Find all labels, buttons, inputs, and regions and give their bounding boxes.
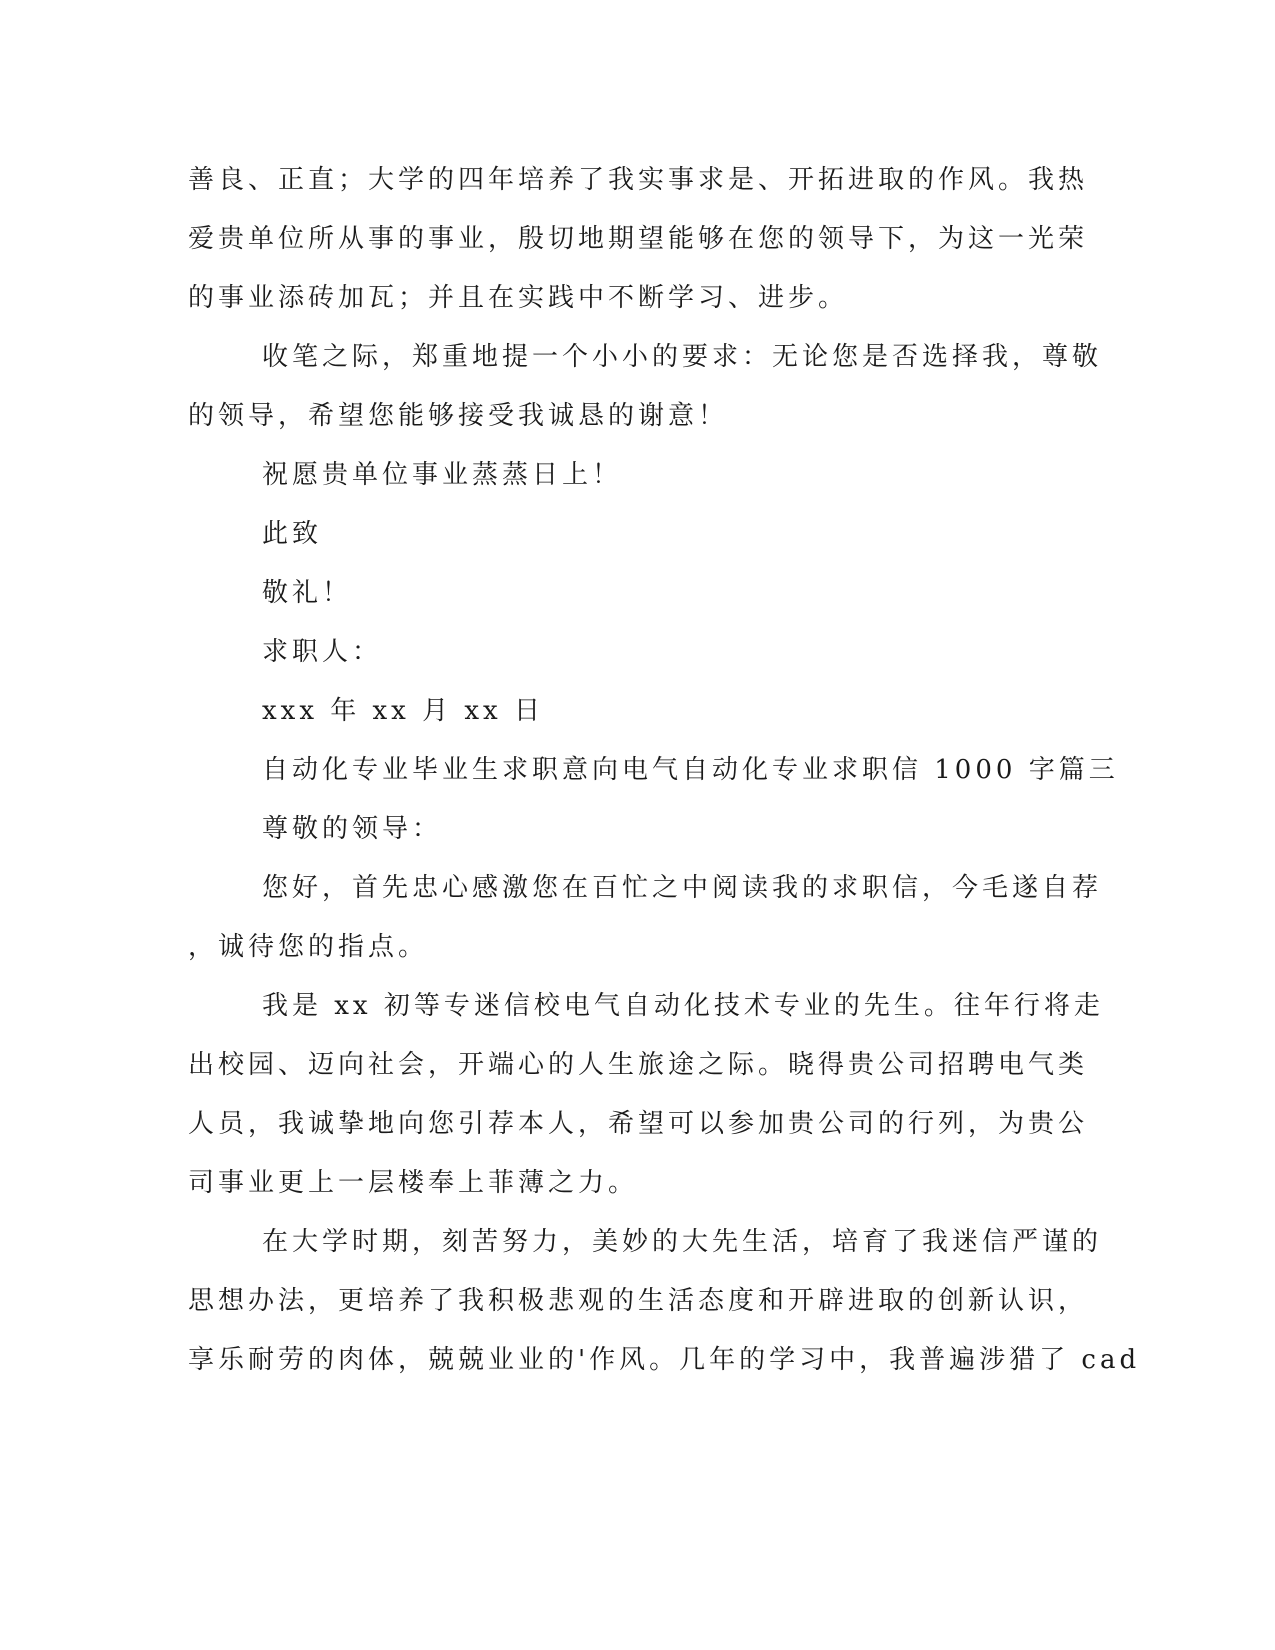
- signature-line: 求职人：: [262, 637, 383, 667]
- paragraph-line: 思想办法，更培养了我积极悲观的生活态度和开辟进取的创新认识，: [188, 1286, 1089, 1316]
- paragraph-line: 司事业更上一层楼奉上菲薄之力。: [188, 1168, 639, 1198]
- date-line: xxx 年 xx 月 xx 日: [262, 696, 544, 726]
- paragraph-line: 收笔之际，郑重地提一个小小的要求：无论您是否选择我，尊敬: [262, 342, 1103, 372]
- paragraph-line: 的领导，希望您能够接受我诚恳的谢意！: [188, 401, 729, 431]
- paragraph-line: 在大学时期，刻苦努力，美妙的大先生活，培育了我迷信严谨的: [262, 1227, 1103, 1257]
- closing-line: 敬礼！: [262, 578, 353, 608]
- closing-line: 此致: [262, 519, 323, 549]
- paragraph-line: 爱贵单位所从事的事业，殷切地期望能够在您的领导下，为这一光荣: [188, 224, 1089, 254]
- paragraph-line: ，诚待您的指点。: [188, 932, 429, 962]
- paragraph-line: 您好，首先忠心感激您在百忙之中阅读我的求职信，今毛遂自荐: [262, 873, 1103, 903]
- paragraph-line: 祝愿贵单位事业蒸蒸日上！: [262, 460, 623, 490]
- paragraph-line: 出校园、迈向社会，开端心的人生旅途之际。晓得贵公司招聘电气类: [188, 1050, 1089, 1080]
- salutation-line: 尊敬的领导：: [262, 814, 443, 844]
- paragraph-line: 我是 xx 初等专迷信校电气自动化技术专业的先生。往年行将走: [262, 991, 1104, 1021]
- paragraph-line: 享乐耐劳的肉体，兢兢业业的'作风。几年的学习中，我普遍涉猎了 cad: [188, 1345, 1141, 1375]
- section-heading: 自动化专业毕业生求职意向电气自动化专业求职信 1000 字篇三: [262, 755, 1119, 785]
- paragraph-line: 人员，我诚挚地向您引荐本人，希望可以参加贵公司的行列，为贵公: [188, 1109, 1089, 1139]
- paragraph-line: 的事业添砖加瓦；并且在实践中不断学习、进步。: [188, 283, 849, 313]
- paragraph-line: 善良、正直；大学的四年培养了我实事求是、开拓进取的作风。我热: [188, 165, 1089, 195]
